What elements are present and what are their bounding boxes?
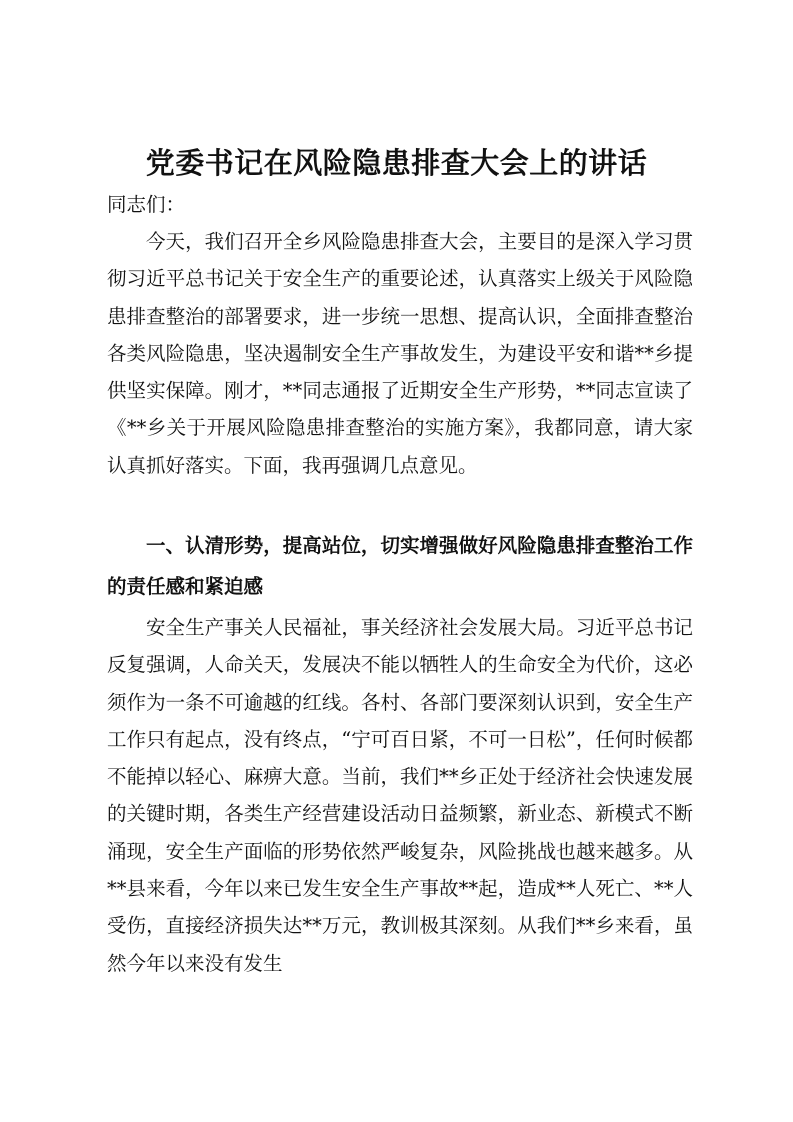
section-heading-1: 一、认清形势，提高站位，切实增强做好风险隐患排查整治工作的责任感和紧迫感 <box>107 534 693 598</box>
salutation: 同志们： <box>107 193 186 216</box>
document-title: 党委书记在风险隐患排查大会上的讲话 <box>145 146 648 180</box>
paragraph-opening: 今天，我们召开全乡风险隐患排查大会，主要目的是深入学习贯彻习近平总书记关于安全生产的重要论述，认真落实上级关于风险隐患排查整治的部署要求，进一步统一思想、提高认识，全面排查整治各类风险隐患，坚决遏制安全生产事故发生，为建设平安和谐**乡提供坚实保障。刚才，**同志通报了近期安全生产形势，**同志宣读了《**乡关于开展风险隐患排查整治的实施方案》，我都同意，请大家认真抓好落实。下面，我再强调几点意见。 <box>107 230 693 477</box>
paragraph-section-1: 安全生产事关人民福祉，事关经济社会发展大局。习近平总书记反复强调，人命关天，发展决不能以牺牲人的生命安全为代价，这必须作为一条不可逾越的红线。各村、各部门要深刻认识到，安全生产工作只有起点，没有终点，“宁可百日紧，不可一日松”，任何时候都不能掉以轻心、麻痹大意。当前，我们**乡正处于经济社会快速发展的关键时期，各类生产经营建设活动日益频繁，新业态、新模式不断涌现，安全生产面临的形势依然严峻复杂，风险挑战也越来越多。从**县来看，今年以来已发生安全生产事故**起，造成**人死亡、**人受伤，直接经济损失达**万元，教训极其深刻。从我们**乡来看，虽然今年以来没有发生 <box>107 616 693 975</box>
